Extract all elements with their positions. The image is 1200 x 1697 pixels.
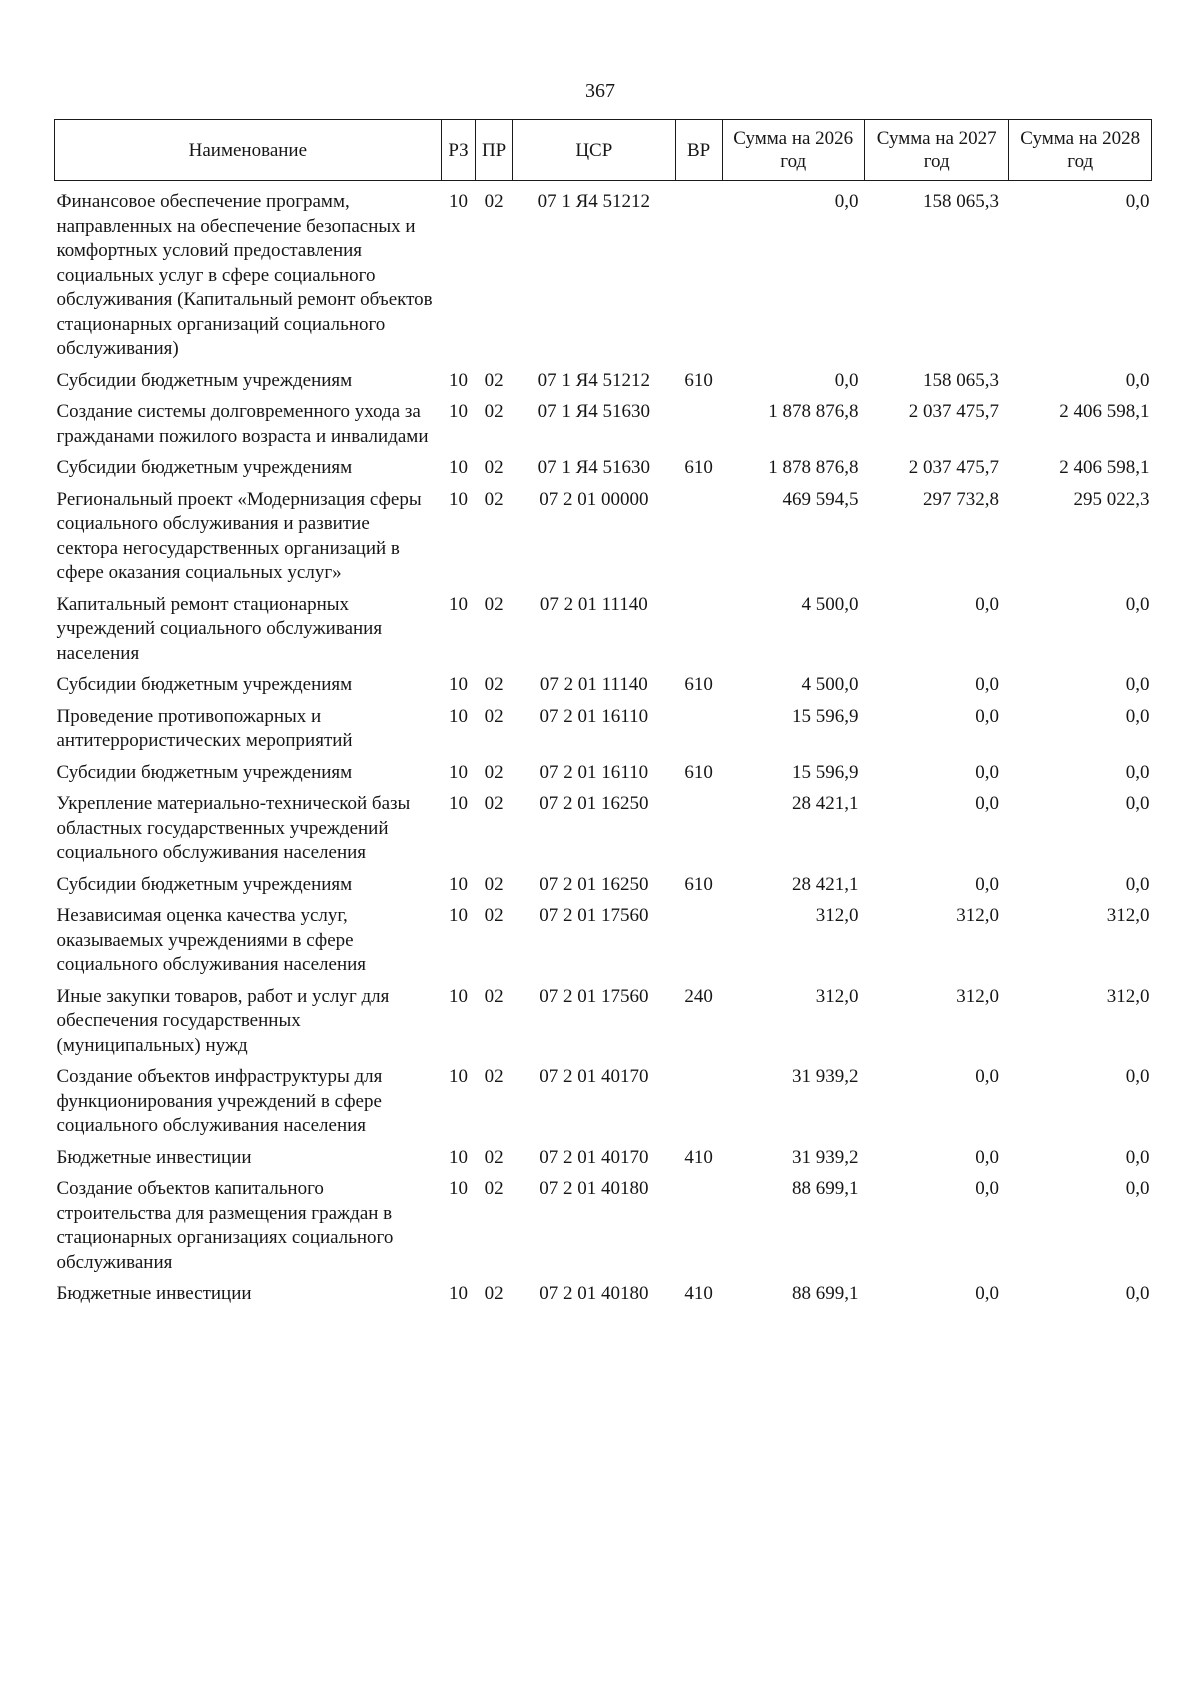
cell-sum-2027: 2 037 475,7 (908, 401, 999, 422)
table-row (55, 485, 1152, 590)
cell-name: Проведение противопожарных и антитеррористических мероприятий (56, 705, 353, 751)
header-pr: ПР (476, 120, 513, 181)
cell-csr: 07 2 01 00000 (539, 488, 649, 510)
cell-sum-2027: 158 065,3 (922, 191, 999, 212)
cell-rz: 10 (448, 1146, 468, 1168)
cell-sum-2028: 2 406 598,1 (1059, 401, 1150, 422)
cell-rz: 10 (448, 1178, 468, 1199)
cell-vr (675, 1062, 722, 1143)
cell-vr (675, 590, 722, 671)
cell-name: Создание объектов капитального строительства для размещения граждан в стационарных организациях социального обслуживания (56, 1178, 394, 1273)
cell-name: Капитальный ремонт стационарных учреждений социального обслуживания населения (56, 593, 383, 664)
cell-sum-2026: 4 500,0 (801, 674, 859, 695)
cell-sum-2028: 0,0 (1125, 1178, 1150, 1199)
cell-rz: 10 (448, 369, 468, 391)
cell-name: Иные закупки товаров, работ и услуг для обеспечения государственных (муниципальных) нужд (56, 985, 390, 1056)
cell-vr (675, 702, 722, 758)
cell-vr (675, 1174, 722, 1279)
table-row (55, 870, 1152, 902)
cell-csr: 07 2 01 40180 (539, 1178, 649, 1199)
cell-rz: 10 (448, 191, 468, 212)
cell-pr: 02 (484, 1178, 504, 1199)
cell-sum-2027: 312,0 (956, 905, 999, 926)
cell-sum-2028: 312,0 (1106, 905, 1150, 926)
cell-name: Независимая оценка качества услуг, оказываемых учреждениями в сфере социального обслуживания населения (56, 905, 367, 975)
cell-rz: 10 (448, 873, 468, 895)
table-body (55, 181, 1152, 1311)
cell-csr: 07 2 01 11140 (539, 593, 648, 615)
cell-sum-2028: 0,0 (1125, 705, 1150, 727)
cell-rz: 10 (448, 793, 468, 814)
cell-rz: 10 (448, 985, 468, 1007)
cell-name: Создание объектов инфраструктуры для функционирования учреждений в сфере социального обслуживания населения (56, 1066, 383, 1136)
cell-csr: 07 2 01 17560 (539, 905, 649, 926)
cell-name: Укрепление материально-технической базы областных государственных учреждений социального обслуживания населения (56, 793, 411, 863)
cell-csr: 07 1 Я4 51212 (537, 191, 651, 212)
cell-csr: 07 2 01 40170 (539, 1066, 649, 1087)
cell-pr: 02 (484, 401, 504, 422)
table-row (55, 1279, 1152, 1311)
table-row (55, 982, 1152, 1063)
cell-name: Субсидии бюджетным учреждениям (56, 873, 353, 895)
cell-sum-2028: 0,0 (1125, 1066, 1150, 1087)
cell-sum-2026: 28 421,1 (791, 873, 859, 895)
cell-sum-2026: 15 596,9 (791, 705, 859, 727)
cell-sum-2026: 0,0 (834, 191, 859, 212)
cell-pr: 02 (484, 1146, 504, 1168)
cell-sum-2028: 0,0 (1125, 1283, 1150, 1304)
cell-rz: 10 (448, 1066, 468, 1087)
cell-sum-2026: 88 699,1 (791, 1178, 859, 1199)
cell-csr: 07 1 Я4 51212 (537, 369, 651, 391)
cell-rz: 10 (448, 593, 468, 615)
table-row (55, 1174, 1152, 1279)
cell-vr (675, 397, 722, 453)
cell-sum-2028: 0,0 (1125, 593, 1150, 615)
cell-name: Региональный проект «Модернизация сферы социального обслуживания и развитие сектора негосударственных организаций в сфере оказания социальных услуг» (56, 488, 422, 583)
cell-sum-2028: 295 022,3 (1073, 488, 1150, 510)
cell-csr: 07 2 01 16110 (539, 705, 649, 727)
cell-csr: 07 2 01 40170 (539, 1146, 649, 1168)
cell-sum-2027: 0,0 (975, 674, 999, 695)
cell-rz: 10 (448, 905, 468, 926)
table-row (55, 590, 1152, 671)
cell-sum-2027: 0,0 (975, 761, 999, 783)
cell-sum-2026: 4 500,0 (801, 593, 859, 615)
cell-sum-2028: 0,0 (1125, 1146, 1150, 1168)
cell-pr: 02 (484, 369, 504, 391)
budget-table (54, 119, 1152, 1311)
cell-name: Бюджетные инвестиции (56, 1283, 252, 1304)
cell-sum-2027: 0,0 (975, 1146, 999, 1168)
cell-pr: 02 (484, 793, 504, 814)
cell-sum-2027: 0,0 (975, 1283, 999, 1304)
cell-pr: 02 (484, 191, 504, 212)
cell-pr: 02 (484, 1283, 504, 1304)
cell-sum-2027: 0,0 (975, 705, 999, 727)
cell-vr: 610 (684, 369, 713, 391)
cell-rz: 10 (448, 674, 468, 695)
cell-sum-2028: 0,0 (1125, 191, 1150, 212)
table-row (55, 181, 1152, 366)
table-row (55, 901, 1152, 982)
cell-vr (675, 485, 722, 590)
cell-rz: 10 (448, 705, 468, 727)
cell-pr: 02 (484, 985, 504, 1007)
cell-sum-2028: 2 406 598,1 (1059, 457, 1150, 478)
cell-pr: 02 (484, 674, 504, 695)
cell-name: Субсидии бюджетным учреждениям (56, 369, 353, 391)
cell-csr: 07 1 Я4 51630 (537, 401, 651, 422)
table-row (55, 702, 1152, 758)
cell-sum-2028: 0,0 (1125, 369, 1150, 391)
cell-pr: 02 (484, 705, 504, 727)
cell-sum-2026: 88 699,1 (791, 1283, 859, 1304)
cell-vr: 410 (684, 1146, 713, 1168)
cell-sum-2026: 1 878 876,8 (768, 457, 859, 478)
cell-sum-2026: 28 421,1 (791, 793, 859, 814)
cell-sum-2026: 0,0 (834, 369, 859, 391)
cell-sum-2027: 158 065,3 (922, 369, 999, 391)
cell-sum-2027: 2 037 475,7 (908, 457, 999, 478)
cell-sum-2027: 0,0 (975, 1178, 999, 1199)
cell-sum-2026: 31 939,2 (791, 1066, 859, 1087)
cell-pr: 02 (484, 488, 504, 510)
cell-sum-2027: 0,0 (975, 1066, 999, 1087)
cell-name: Субсидии бюджетным учреждениям (56, 674, 353, 695)
header-sum-2028: Сумма на 2028 год (1009, 120, 1152, 181)
cell-pr: 02 (484, 1066, 504, 1087)
cell-sum-2026: 31 939,2 (791, 1146, 859, 1168)
cell-sum-2027: 0,0 (975, 793, 999, 814)
cell-pr: 02 (484, 905, 504, 926)
cell-vr: 610 (684, 873, 713, 895)
table-row (55, 758, 1152, 790)
cell-name: Субсидии бюджетным учреждениям (56, 457, 353, 478)
cell-csr: 07 2 01 40180 (539, 1283, 649, 1304)
cell-rz: 10 (448, 401, 468, 422)
table-row (55, 670, 1152, 702)
cell-vr: 610 (684, 761, 713, 783)
cell-vr: 240 (684, 985, 713, 1007)
cell-sum-2026: 312,0 (815, 985, 859, 1007)
cell-csr: 07 2 01 17560 (539, 985, 649, 1007)
cell-vr (675, 789, 722, 870)
cell-csr: 07 1 Я4 51630 (537, 457, 651, 478)
cell-sum-2027: 312,0 (956, 985, 999, 1007)
cell-sum-2028: 0,0 (1125, 793, 1150, 814)
cell-sum-2027: 0,0 (975, 873, 999, 895)
cell-rz: 10 (448, 1283, 468, 1304)
header-row (55, 120, 1152, 181)
cell-csr: 07 2 01 16250 (539, 793, 649, 814)
cell-rz: 10 (448, 488, 468, 510)
cell-pr: 02 (484, 457, 504, 478)
header-name: Наименование (55, 120, 442, 181)
cell-name: Бюджетные инвестиции (56, 1146, 252, 1168)
table-row (55, 1062, 1152, 1143)
cell-sum-2026: 469 594,5 (782, 488, 859, 510)
cell-vr: 610 (684, 457, 713, 478)
cell-name: Создание системы долговременного ухода за гражданами пожилого возраста и инвалидами (56, 401, 429, 447)
table-row (55, 789, 1152, 870)
cell-sum-2028: 312,0 (1106, 985, 1150, 1007)
cell-sum-2026: 312,0 (815, 905, 859, 926)
header-vr: ВР (675, 120, 722, 181)
cell-vr: 410 (684, 1283, 713, 1304)
cell-csr: 07 2 01 16110 (539, 761, 649, 783)
header-sum-2027: Сумма на 2027 год (864, 120, 1009, 181)
cell-name: Финансовое обеспечение программ, направленных на обеспечение безопасных и комфортных условий предоставления социальных услуг в сфере социального обслуживания (Капитальный ремонт объектов стационарных организаций социального обслуживания) (56, 191, 433, 359)
cell-sum-2028: 0,0 (1125, 873, 1150, 895)
cell-csr: 07 2 01 11140 (539, 674, 648, 695)
cell-vr: 610 (684, 674, 713, 695)
cell-rz: 10 (448, 457, 468, 478)
cell-name: Субсидии бюджетным учреждениям (56, 761, 353, 783)
header-sum-2026: Сумма на 2026 год (722, 120, 864, 181)
table-row (55, 453, 1152, 485)
table-row (55, 1143, 1152, 1175)
cell-sum-2027: 0,0 (975, 593, 999, 615)
cell-sum-2028: 0,0 (1125, 761, 1150, 783)
cell-sum-2028: 0,0 (1125, 674, 1150, 695)
cell-sum-2026: 15 596,9 (791, 761, 859, 783)
table-row (55, 397, 1152, 453)
cell-pr: 02 (484, 873, 504, 895)
table-header (55, 120, 1152, 181)
header-csr: ЦСР (512, 120, 675, 181)
cell-sum-2026: 1 878 876,8 (768, 401, 859, 422)
cell-vr (675, 901, 722, 982)
table-row (55, 366, 1152, 398)
cell-csr: 07 2 01 16250 (539, 873, 649, 895)
cell-sum-2027: 297 732,8 (922, 488, 999, 510)
cell-pr: 02 (484, 593, 504, 615)
cell-pr: 02 (484, 761, 504, 783)
cell-vr (675, 181, 722, 366)
header-rz: РЗ (441, 120, 476, 181)
page-number: 367 (585, 80, 615, 102)
cell-rz: 10 (448, 761, 468, 783)
